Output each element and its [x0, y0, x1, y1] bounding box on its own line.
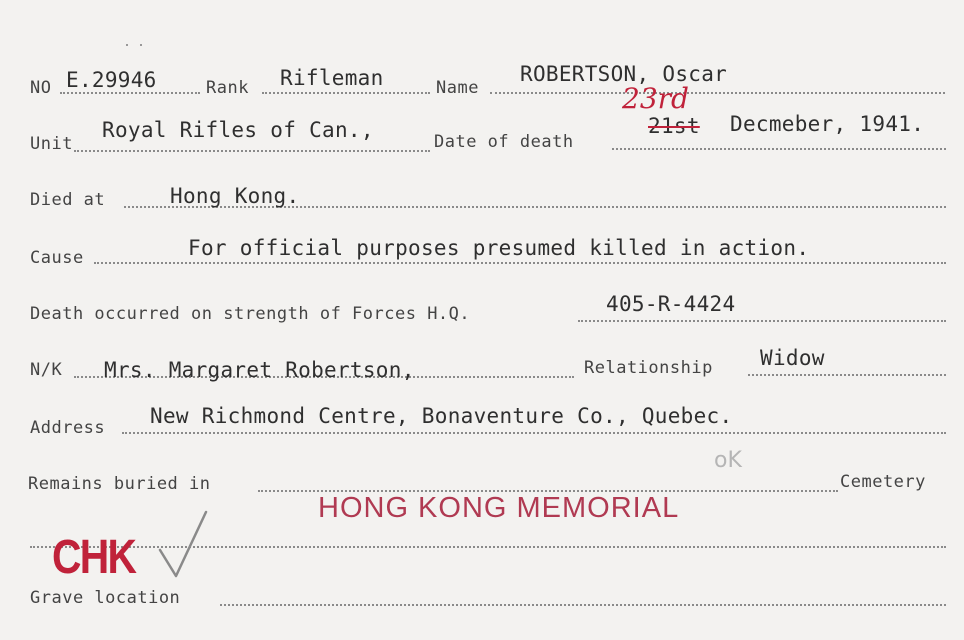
strength-value: 405-R-4424	[606, 292, 736, 316]
speck	[126, 44, 128, 46]
dotted-line	[748, 374, 946, 376]
dotted-line	[122, 432, 946, 434]
dotted-line	[578, 320, 946, 322]
dotted-line	[94, 262, 946, 264]
dotted-line	[74, 150, 430, 152]
date-struck: 21st	[648, 114, 700, 138]
unit-value: Royal Rifles of Can.,	[102, 118, 374, 142]
dotted-line	[612, 148, 946, 150]
remains-label: Remains buried in	[28, 474, 211, 494]
speck	[140, 44, 142, 46]
pencil-note: oK	[714, 448, 742, 473]
dotted-line	[490, 92, 945, 94]
relationship-value: Widow	[760, 346, 825, 370]
rank-label: Rank	[206, 78, 249, 98]
cause-label: Cause	[30, 248, 84, 268]
died-value: Hong Kong.	[170, 184, 300, 208]
nk-label: N/K	[30, 360, 63, 380]
name-value: ROBERTSON, Oscar	[520, 62, 728, 86]
address-value: New Richmond Centre, Bonaventure Co., Quebec.	[150, 404, 733, 428]
date-label: Date of death	[434, 132, 574, 152]
cemetery-label: Cemetery	[840, 472, 926, 492]
unit-label: Unit	[30, 134, 73, 154]
date-value: Decmeber, 1941.	[730, 112, 925, 136]
nk-value: Mrs. Margaret Robertson,	[104, 358, 415, 382]
chk-stamp: CHK	[52, 531, 136, 584]
strength-label: Death occurred on strength of Forces H.Q.	[30, 304, 471, 324]
dotted-line	[220, 604, 946, 606]
cause-value: For official purposes presumed killed in action.	[188, 236, 810, 260]
address-label: Address	[30, 418, 106, 438]
relationship-label: Relationship	[584, 358, 713, 378]
name-label: Name	[436, 78, 479, 98]
rank-value: Rifleman	[280, 66, 384, 90]
no-label: NO	[30, 78, 52, 98]
memorial-stamp: HONG KONG MEMORIAL	[318, 492, 680, 524]
dotted-line	[262, 92, 430, 94]
service-number: E.29946	[66, 68, 157, 92]
check-mark-icon	[154, 506, 214, 582]
died-label: Died at	[30, 190, 106, 210]
date-correction: 23rd	[622, 82, 689, 115]
dotted-line	[60, 92, 200, 94]
grave-label: Grave location	[30, 588, 181, 608]
